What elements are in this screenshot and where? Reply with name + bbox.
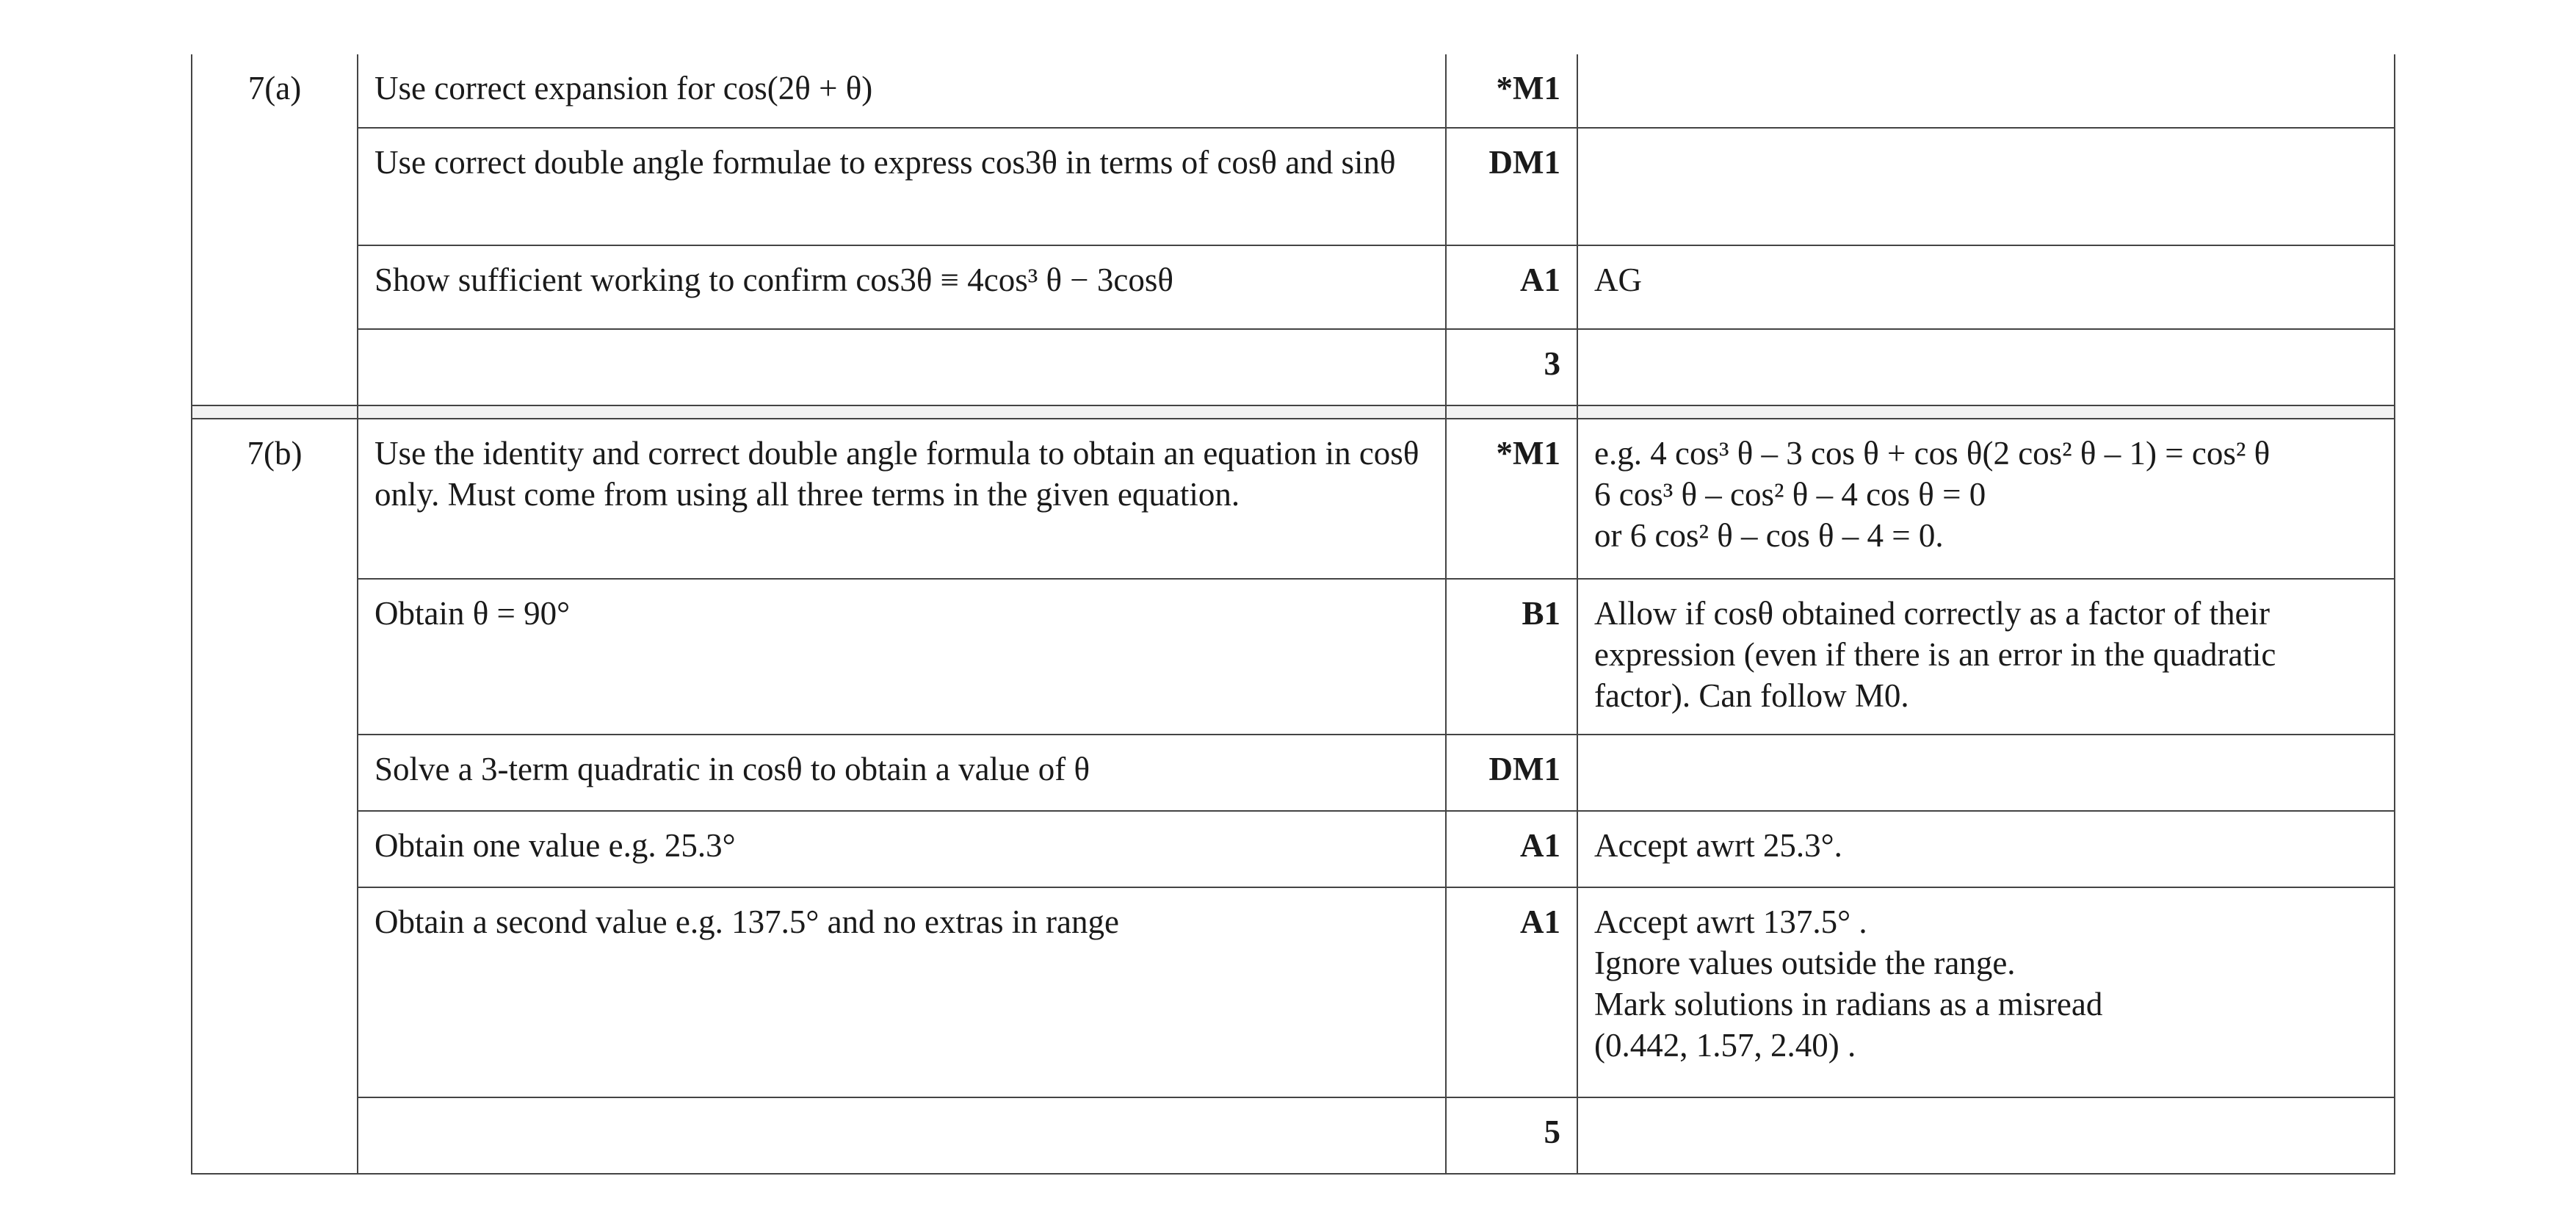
answer-cell: Obtain one value e.g. 25.3° (358, 811, 1446, 887)
question-separator (192, 405, 2395, 419)
mark-cell: DM1 (1446, 735, 1577, 811)
q7a-row-2 (192, 128, 2395, 245)
mark-cell: A1 (1446, 245, 1577, 329)
guidance-cell (1577, 128, 2395, 245)
mark-cell: *M1 (1446, 54, 1577, 128)
q7b-row-3 (192, 735, 2395, 811)
guidance-line: Accept awrt 25.3°. (1594, 827, 1842, 864)
mark-cell: A1 (1446, 887, 1577, 1097)
question-number-continuation (192, 811, 358, 887)
answer-cell: Show sufficient working to confirm cos3θ ≡ 4cos³ θ − 3cosθ (358, 245, 1446, 329)
question-number: 7(a) (192, 54, 358, 128)
answer-cell: Solve a 3-term quadratic in cosθ to obtain a value of θ (358, 735, 1446, 811)
guidance-line: Allow if cosθ obtained correctly as a factor of their (1594, 595, 2270, 632)
question-number: 7(b) (192, 419, 358, 579)
guidance-line: 6 cos³ θ – cos² θ – 4 cos θ = 0 (1594, 476, 1986, 513)
guidance-cell (1577, 887, 2395, 1097)
question-number-continuation (192, 887, 358, 1097)
q7b-row-5 (192, 887, 2395, 1097)
answer-cell (358, 1097, 1446, 1174)
guidance-line: (0.442, 1.57, 2.40) . (1594, 1027, 1856, 1064)
q7a-row-1 (192, 54, 2395, 128)
answer-cell: Obtain a second value e.g. 137.5° and no extras in range (358, 887, 1446, 1097)
question-number-continuation (192, 245, 358, 329)
guidance-cell (1577, 1097, 2395, 1174)
answer-cell: Obtain θ = 90° (358, 579, 1446, 735)
total-mark-cell: 3 (1446, 329, 1577, 405)
guidance-cell (1577, 54, 2395, 128)
question-number-continuation (192, 128, 358, 245)
question-number-continuation (192, 579, 358, 735)
guidance-line: Mark solutions in radians as a misread (1594, 986, 2103, 1022)
mark-cell: B1 (1446, 579, 1577, 735)
q7b-row-2 (192, 579, 2395, 735)
answer-cell: Use correct double angle formulae to express cos3θ in terms of cosθ and sinθ (358, 128, 1446, 245)
question-number-continuation (192, 329, 358, 405)
mark-scheme (191, 54, 2394, 1175)
guidance-cell (1577, 579, 2395, 735)
guidance-cell: AG (1577, 245, 2395, 329)
answer-cell (358, 329, 1446, 405)
mark-scheme-table (191, 54, 2395, 1175)
mark-cell: *M1 (1446, 419, 1577, 579)
mark-cell: A1 (1446, 811, 1577, 887)
total-mark-cell: 5 (1446, 1097, 1577, 1174)
question-number-continuation (192, 735, 358, 811)
answer-cell: Use correct expansion for cos(2θ + θ) (358, 54, 1446, 128)
q7b-row-1 (192, 419, 2395, 579)
q7b-row-4 (192, 811, 2395, 887)
guidance-cell (1577, 735, 2395, 811)
guidance-line: expression (even if there is an error in the quadratic (1594, 636, 2276, 673)
guidance-line: or 6 cos² θ – cos θ – 4 = 0. (1594, 517, 1944, 554)
q7b-total-row (192, 1097, 2395, 1174)
q7a-total-row (192, 329, 2395, 405)
answer-cell: Use the identity and correct double angle formula to obtain an equation in cosθ only. Must come from using all three terms in the given equation. (358, 419, 1446, 579)
guidance-cell (1577, 419, 2395, 579)
question-number-continuation (192, 1097, 358, 1174)
mark-cell: DM1 (1446, 128, 1577, 245)
guidance-cell (1577, 811, 2395, 887)
guidance-cell (1577, 329, 2395, 405)
guidance-line: e.g. 4 cos³ θ – 3 cos θ + cos θ(2 cos² θ – 1) = cos² θ (1594, 435, 2271, 472)
guidance-line: Ignore values outside the range. (1594, 945, 2016, 981)
guidance-line: factor). Can follow M0. (1594, 677, 1909, 714)
q7a-row-3 (192, 245, 2395, 329)
guidance-line: Accept awrt 137.5° . (1594, 903, 1867, 940)
